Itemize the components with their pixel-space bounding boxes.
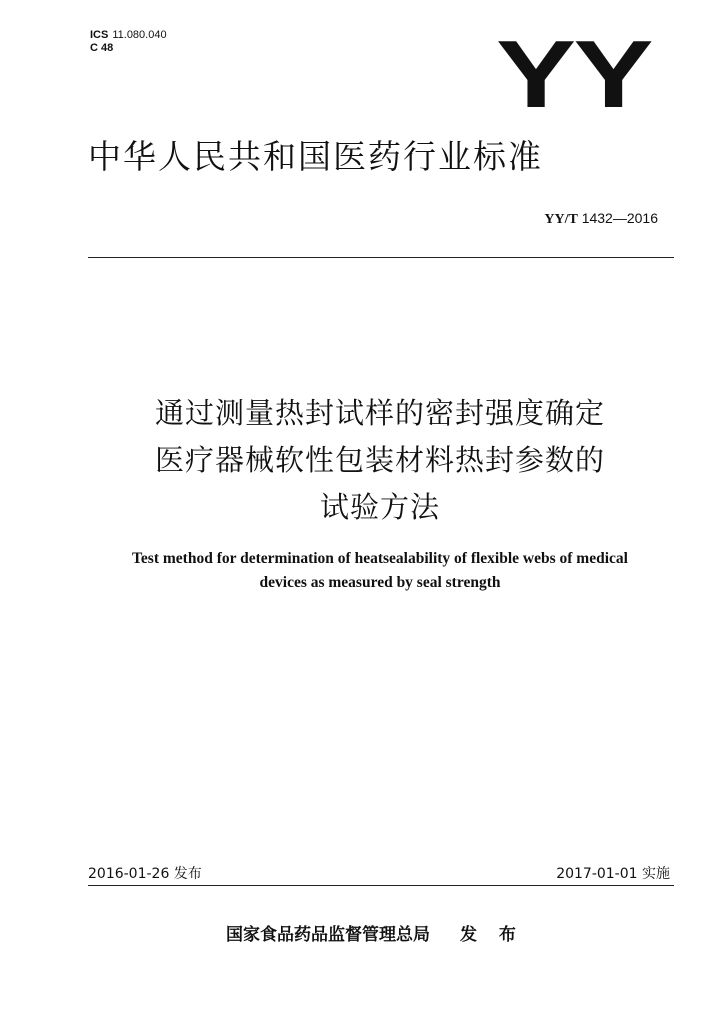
ics-value: 11.080.040: [112, 29, 167, 41]
english-title-line: devices as measured by seal strength: [259, 574, 501, 591]
english-title: [90, 547, 670, 595]
standard-number-code: YY/T: [544, 212, 578, 227]
publisher-action: 发 布: [460, 925, 524, 945]
ics-label: ICS: [90, 29, 109, 41]
standard-number-value: 1432—2016: [581, 210, 658, 226]
ccs-code: C 48: [90, 42, 114, 54]
chinese-title-line: 试验方法: [319, 490, 440, 524]
ics-code: [90, 29, 167, 42]
standard-type-heading: 中华人民共和国医药行业标准: [88, 137, 543, 176]
implementation-date: 2017-01-01 实施: [556, 866, 670, 882]
chinese-title-line: 通过测量热封试样的密封强度确定: [154, 396, 605, 430]
top-divider: [88, 257, 674, 258]
chinese-title: [90, 390, 670, 531]
publisher-name: 国家食品药品监督管理总局: [226, 925, 430, 945]
standard-number: [544, 210, 658, 228]
publisher-line: [226, 925, 524, 945]
bottom-divider: [88, 885, 674, 886]
chinese-title-line: 医疗器械软性包装材料热封参数的: [154, 443, 605, 477]
english-title-line: Test method for determination of heatsealability of flexible webs of medical: [132, 550, 628, 567]
classification-codes: [90, 29, 167, 55]
yy-logo: YY: [496, 21, 652, 128]
issue-date: 2016-01-26 发布: [88, 866, 202, 882]
